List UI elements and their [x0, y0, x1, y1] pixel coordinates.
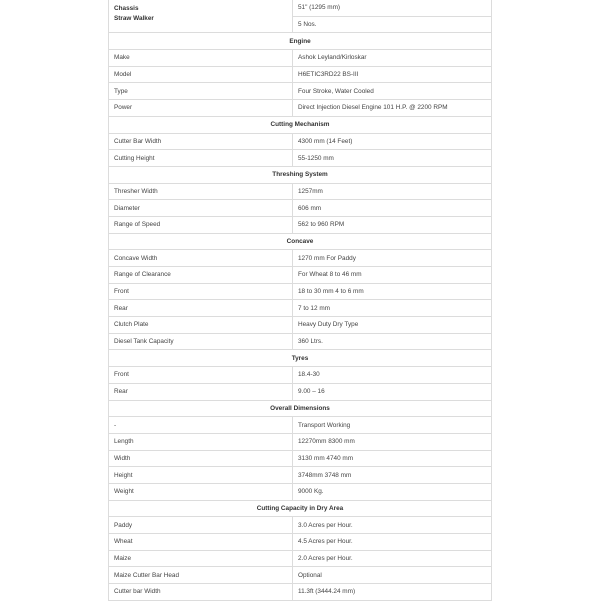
table-row — [109, 133, 492, 150]
table-row — [109, 534, 492, 551]
table-row — [109, 450, 492, 467]
section-header-row — [109, 166, 492, 183]
spec-value: Optional — [293, 567, 492, 584]
section-header-row — [109, 233, 492, 250]
spec-value: 55-1250 mm — [293, 150, 492, 167]
spec-label: Make — [109, 50, 293, 67]
spec-label: Model — [109, 66, 293, 83]
spec-label: Maize — [109, 550, 293, 567]
table-row — [109, 417, 492, 434]
spec-value: 606 mm — [293, 200, 492, 217]
table-row — [109, 150, 492, 167]
spec-label: Cutter Bar Width — [109, 133, 293, 150]
table-row — [109, 83, 492, 100]
spec-value: 1270 mm For Paddy — [293, 250, 492, 267]
spec-value: 360 Ltrs. — [293, 333, 492, 350]
spec-label: Diesel Tank Capacity — [109, 333, 293, 350]
spec-label: Rear — [109, 383, 293, 400]
spec-label: Concave Width — [109, 250, 293, 267]
chassis-label: Chassis — [114, 5, 139, 12]
table-row — [109, 567, 492, 584]
spec-value: Heavy Duty Dry Type — [293, 317, 492, 334]
spec-table-body — [109, 0, 492, 600]
table-row — [109, 517, 492, 534]
table-row — [109, 200, 492, 217]
spec-value: 9000 Kg. — [293, 483, 492, 500]
spec-value: H6ETIC3RD22 BS-III — [293, 66, 492, 83]
spec-label: Maize Cutter Bar Head — [109, 567, 293, 584]
spec-label: Width — [109, 450, 293, 467]
chassis-value: 51" (1295 mm) — [293, 0, 492, 16]
spec-label: Rear — [109, 300, 293, 317]
spec-label: Height — [109, 467, 293, 484]
table-row — [109, 66, 492, 83]
spec-value: 9.00 – 16 — [293, 383, 492, 400]
table-row — [109, 50, 492, 67]
section-title: Threshing System — [109, 166, 492, 183]
spec-value: Direct Injection Diesel Engine 101 H.P. @ 2200 RPM — [293, 100, 492, 117]
spec-value: Transport Working — [293, 417, 492, 434]
spec-label: Cutting Height — [109, 150, 293, 167]
table-row — [109, 584, 492, 601]
spec-value: 18 to 30 mm 4 to 6 mm — [293, 283, 492, 300]
spec-label: Cutter bar Width — [109, 584, 293, 601]
table-row — [109, 383, 492, 400]
spec-label: Weight — [109, 483, 293, 500]
spec-label: Wheat — [109, 534, 293, 551]
section-title: Overall Dimensions — [109, 400, 492, 417]
section-title: Cutting Mechanism — [109, 116, 492, 133]
table-row — [109, 283, 492, 300]
table-row — [109, 183, 492, 200]
table-row — [109, 267, 492, 284]
table-row — [109, 216, 492, 233]
chassis-row — [109, 0, 492, 16]
table-row — [109, 300, 492, 317]
spec-value: 562 to 960 RPM — [293, 216, 492, 233]
spec-value: 3748mm 3748 mm — [293, 467, 492, 484]
spec-value: 11.3ft (3444.24 mm) — [293, 584, 492, 601]
spec-value: 7 to 12 mm — [293, 300, 492, 317]
section-header-row — [109, 33, 492, 50]
straw-walker-value: 5 Nos. — [293, 16, 492, 33]
spec-value: Four Stroke, Water Cooled — [293, 83, 492, 100]
spec-label: Paddy — [109, 517, 293, 534]
spec-label: - — [109, 417, 293, 434]
spec-label: Range of Speed — [109, 216, 293, 233]
table-row — [109, 100, 492, 117]
spec-value: 2.0 Acres per Hour. — [293, 550, 492, 567]
spec-label: Front — [109, 283, 293, 300]
section-header-row — [109, 350, 492, 367]
section-title: Engine — [109, 33, 492, 50]
spec-label: Length — [109, 433, 293, 450]
straw-walker-label: Straw Walker — [114, 14, 154, 22]
spec-label: Power — [109, 100, 293, 117]
section-title: Tyres — [109, 350, 492, 367]
section-title: Concave — [109, 233, 492, 250]
section-header-row — [109, 400, 492, 417]
table-row — [109, 483, 492, 500]
spec-label: Thresher Width — [109, 183, 293, 200]
table-row — [109, 317, 492, 334]
section-header-row — [109, 116, 492, 133]
table-row — [109, 333, 492, 350]
spec-label: Front — [109, 367, 293, 384]
spec-table — [108, 0, 492, 601]
table-row — [109, 250, 492, 267]
section-header-row — [109, 500, 492, 517]
spec-value: 3.0 Acres per Hour. — [293, 517, 492, 534]
spec-value: 1257mm — [293, 183, 492, 200]
table-row — [109, 467, 492, 484]
spec-label: Type — [109, 83, 293, 100]
spec-label: Range of Clearance — [109, 267, 293, 284]
spec-value: Ashok Leyland/Kirloskar — [293, 50, 492, 67]
spec-value: 4300 mm (14 Feet) — [293, 133, 492, 150]
spec-value: 18.4-30 — [293, 367, 492, 384]
spec-value: 4.5 Acres per Hour. — [293, 534, 492, 551]
table-row — [109, 433, 492, 450]
chassis-label-cell — [109, 0, 293, 33]
spec-value: 3130 mm 4740 mm — [293, 450, 492, 467]
spec-label: Clutch Plate — [109, 317, 293, 334]
spec-label: Diameter — [109, 200, 293, 217]
spec-value: 12270mm 8300 mm — [293, 433, 492, 450]
table-row — [109, 550, 492, 567]
section-title: Cutting Capacity in Dry Area — [109, 500, 492, 517]
spec-value: For Wheat 8 to 46 mm — [293, 267, 492, 284]
table-row — [109, 367, 492, 384]
